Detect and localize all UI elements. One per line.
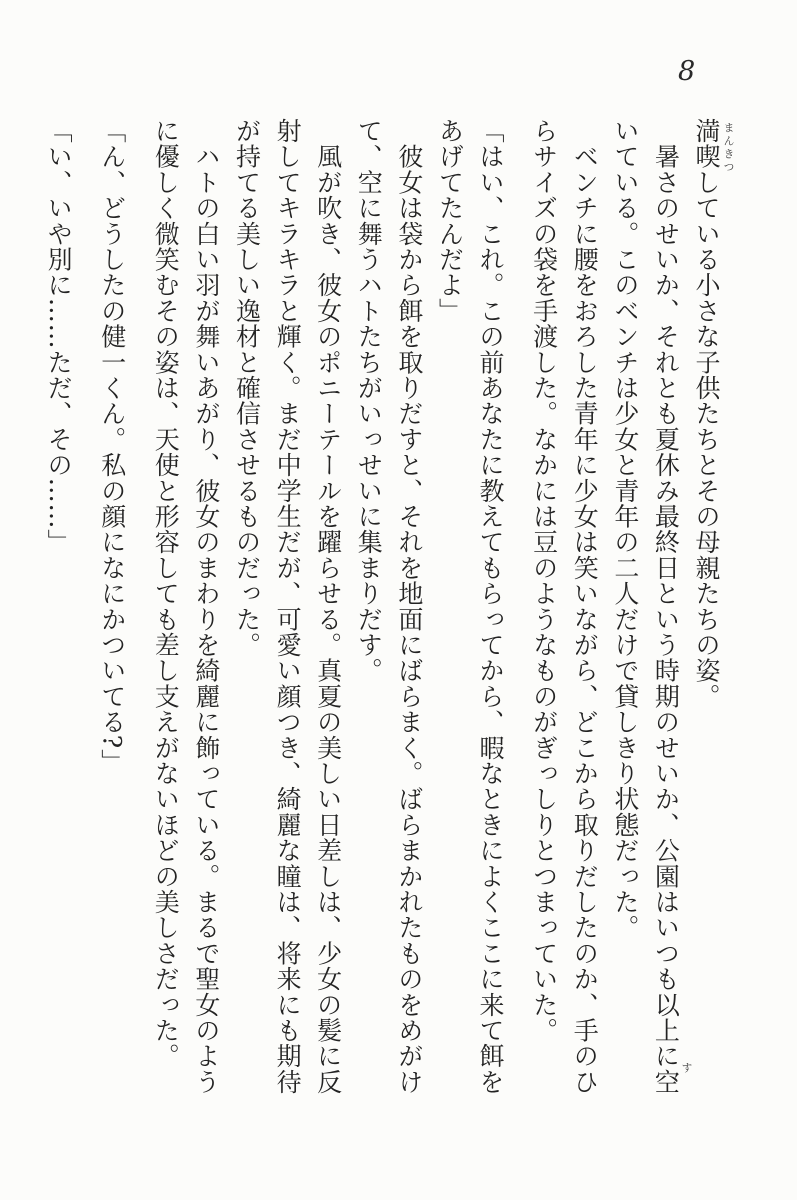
- text-line-14: に優しく微笑むその姿は、天使と形容しても差し支えがないほどの美しさだった。: [151, 118, 181, 1069]
- furigana-su: す: [680, 1062, 693, 1075]
- text-line-11: 射してキラキラと輝く。まだ中学生だが、可愛い顔つき、綺麗な瞳は、将来にも期待: [273, 118, 303, 1095]
- text-line-12: が持てる美しい逸材と確信させるものだった。: [232, 118, 262, 658]
- vertical-text-block: [44, 118, 726, 1123]
- text-line-6: 「はい、これ。この前あなたに教えてもらってから、暇なときによくここに来て餌を: [476, 118, 506, 1095]
- furigana-mankitsu: まんきつ: [722, 122, 735, 174]
- text-line-8: 彼女は袋から餌を取りだすと、それを地面にばらまく。ばらまかれたものをめがけ: [394, 118, 424, 1095]
- text-line-16: 「い、いや別に……ただ、その……」: [44, 118, 74, 555]
- text-line-15: 「ん、どうしたの健一くん。私の顔になにかついてる?」: [97, 118, 127, 775]
- text-line-10: 風が吹き、彼女のポニーテールを躍らせる。真夏の美しい日差しは、少女の髪に反: [313, 118, 343, 1095]
- text-line-9: て、空に舞うハトたちがいっせいに集まりだす。: [354, 118, 384, 684]
- page-number: 8: [678, 56, 696, 87]
- text-line-5: らサイズの袋を手渡した。なかには豆のようなものがぎっしりとつまっていた。: [529, 118, 559, 1044]
- text-line-3: いている。このベンチは少女と青年の二人だけで貸しきり状態だった。: [610, 118, 640, 941]
- text-line-1: 満喫している小さな子供たちとその母親たちの姿。: [692, 118, 721, 710]
- text-line-7: あげてたんだよ」: [435, 118, 465, 324]
- text-line-2: 暑さのせいか、それとも夏休み最終日という時期のせいか、公園はいつも以上に空: [651, 118, 681, 1095]
- text-line-13: ハトの白い羽が舞いあがり、彼女のまわりを綺麗に飾っている。まるで聖女のよう: [191, 118, 221, 1095]
- text-line-4: ベンチに腰をおろした青年に少女は笑いながら、どこから取りだしたのか、手のひ: [570, 118, 600, 1095]
